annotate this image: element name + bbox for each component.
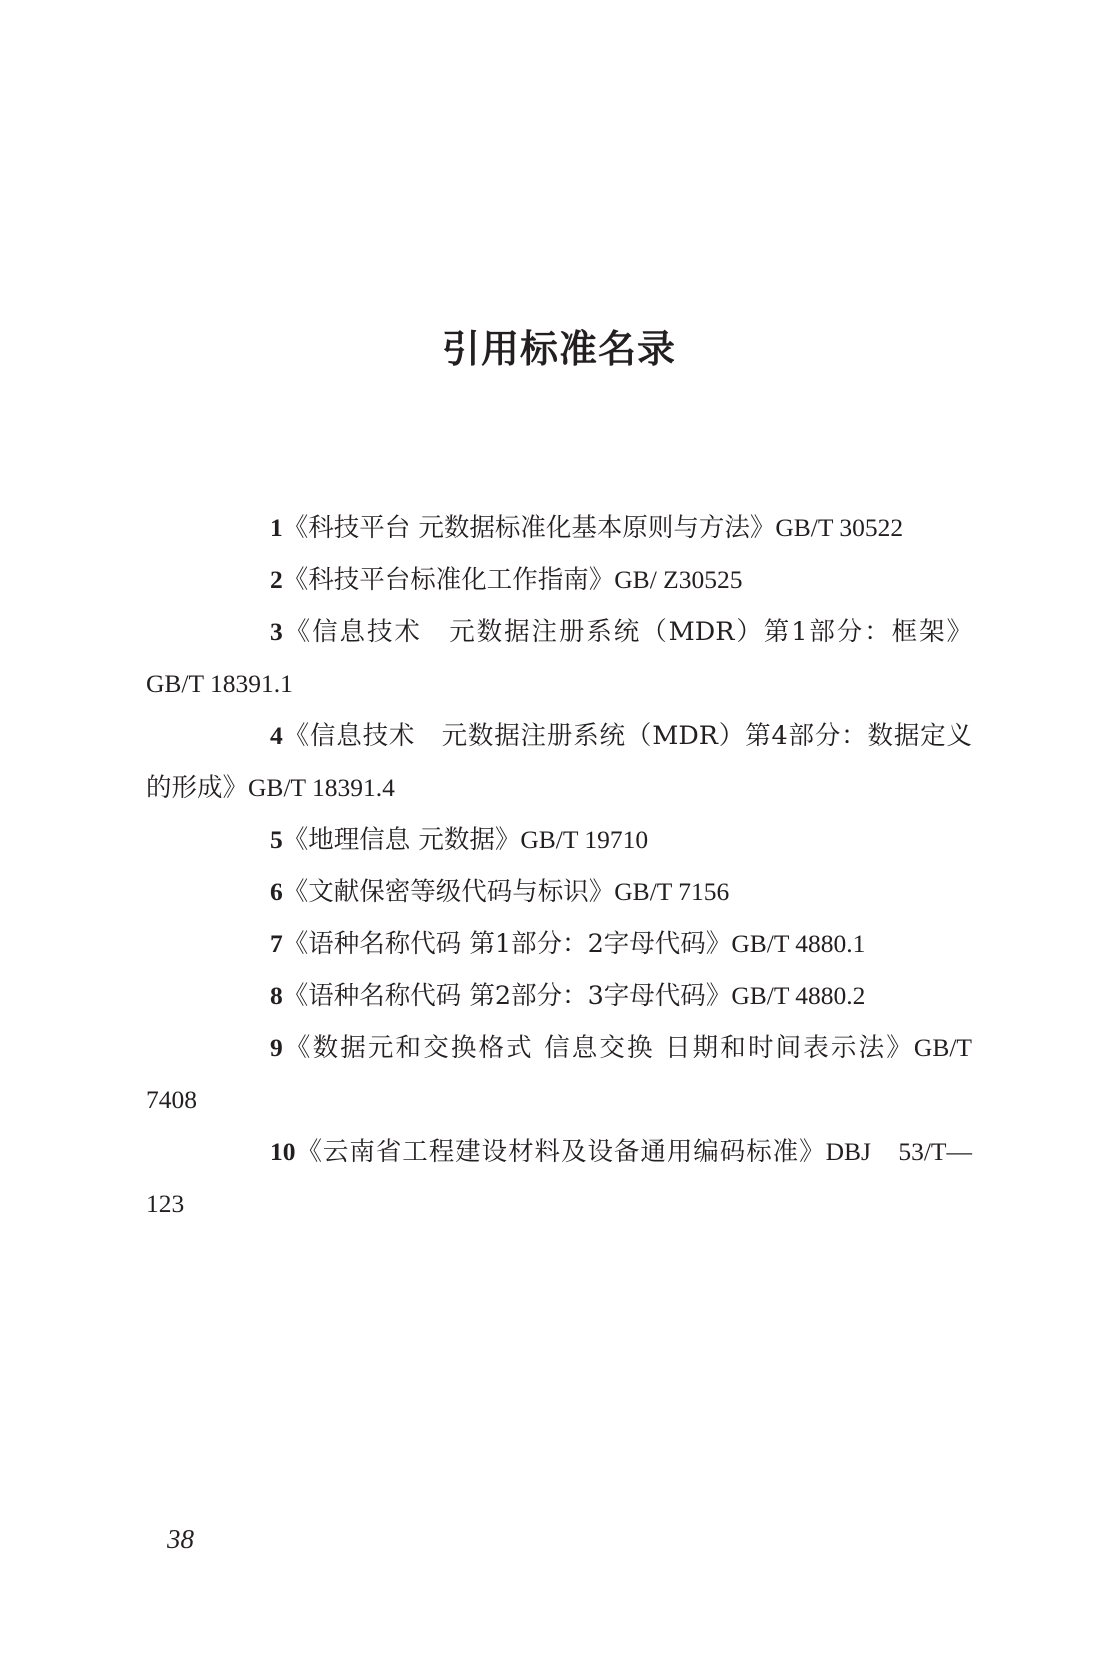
reference-number: 1 [270,513,283,542]
reference-item [146,554,972,606]
reference-item [146,866,972,918]
reference-code: GB/T 18391.1 [146,669,293,698]
reference-number: 7 [270,929,283,958]
reference-code: GB/T 19710 [520,825,649,854]
reference-code: GB/T 4880.1 [731,929,866,958]
reference-title: 《文献保密等级代码与标识》 [282,877,615,907]
reference-item [146,710,972,814]
reference-item [146,606,972,710]
reference-number: 4 [270,721,283,750]
reference-title: 《数据元和交换格式 信息交换 日期和时间表示法》 [282,1033,914,1063]
reference-item [146,918,972,970]
reference-code: DBJ 53/T—123 [146,1137,972,1218]
reference-title: 《语种名称代码 第2部分：3字母代码》 [282,981,732,1011]
reference-code: GB/T 7156 [614,877,730,906]
reference-code: GB/T 4880.2 [731,981,866,1010]
reference-item [146,502,972,554]
page-number: 38 [167,1524,194,1554]
reference-number: 2 [270,565,283,594]
reference-title: 《云南省工程建设材料及设备通用编码标准》 [295,1137,826,1167]
reference-title: 《信息技术 元数据注册系统（MDR）第1部分：框架》 [282,617,972,647]
reference-title: 《信息技术 元数据注册系统（MDR）第4部分：数据定义的形成》 [146,721,972,803]
reference-code: GB/ Z30525 [614,565,743,594]
reference-number: 10 [270,1137,296,1166]
reference-code: GB/T 30522 [775,513,904,542]
reference-number: 3 [270,617,283,646]
reference-item [146,1126,972,1230]
reference-number: 6 [270,877,283,906]
reference-number: 5 [270,825,283,854]
reference-item [146,1022,972,1126]
reference-item [146,814,972,866]
reference-list [146,502,972,1230]
reference-code: GB/T 18391.4 [248,773,395,802]
reference-number: 8 [270,981,283,1010]
reference-title: 《地理信息 元数据》 [282,825,521,855]
reference-code: GB/T 7408 [146,1033,972,1114]
reference-title: 《科技平台标准化工作指南》 [282,565,615,595]
reference-title: 《语种名称代码 第1部分：2字母代码》 [282,929,732,959]
reference-item [146,970,972,1022]
page-title: 引用标准名录 [441,326,676,371]
reference-number: 9 [270,1033,283,1062]
reference-title: 《科技平台 元数据标准化基本原则与方法》 [282,513,776,543]
